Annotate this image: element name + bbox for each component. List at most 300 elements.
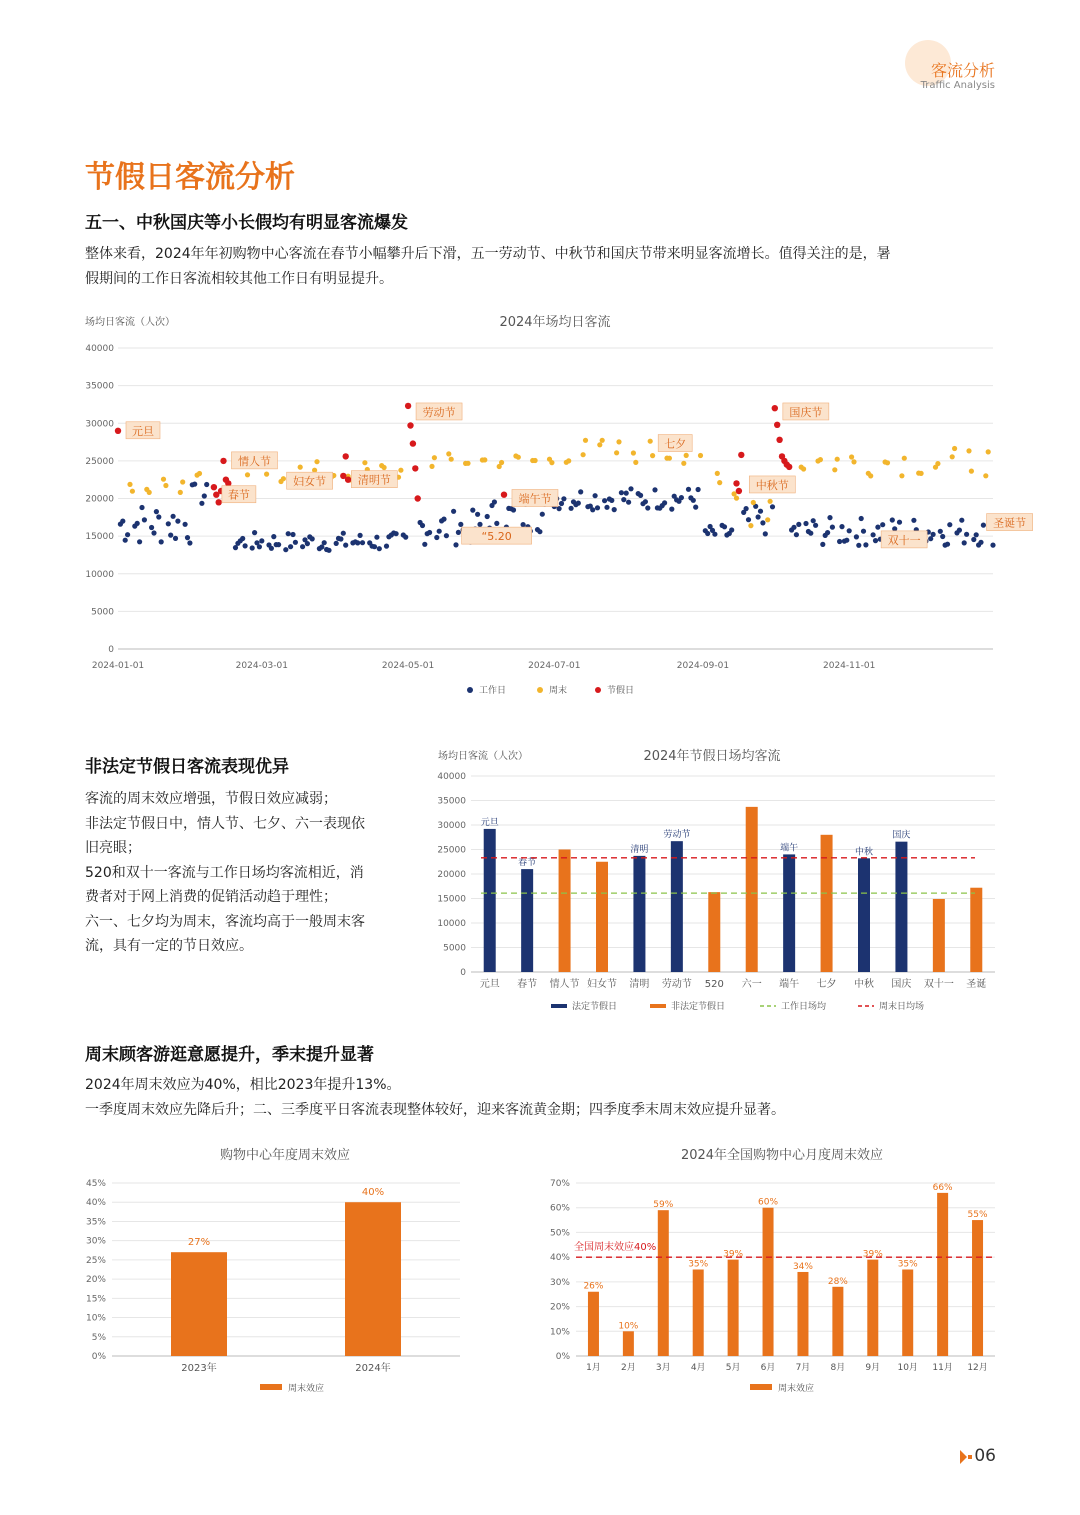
section3-line: 一季度周末效应先降后升；二、三季度平日客流表现整体较好，迎来客流黄金期；四季度季末周末效应提升显著。 <box>85 1102 785 1118</box>
chart1-point <box>159 539 164 544</box>
chart4-bar-label: 60% <box>758 1197 779 1208</box>
chart1-point <box>770 504 775 509</box>
chart3-xtick-label: 2024年 <box>355 1363 391 1374</box>
chart2-bar <box>895 842 907 972</box>
chart1-point <box>947 522 952 527</box>
chart2-ytick-label: 25000 <box>437 845 466 856</box>
chart4-bar <box>902 1270 913 1357</box>
chart1-point <box>377 546 382 551</box>
chart1-xtick-label: 2024-05-01 <box>381 661 435 671</box>
chart1-point <box>338 536 343 541</box>
chart4-legend-label: 周末效应 <box>778 1384 815 1394</box>
chart1-point <box>638 493 643 498</box>
chart1-holiday-point <box>415 495 421 501</box>
chart1-point <box>120 519 125 524</box>
chart4-xtick-label: 11月 <box>932 1363 953 1373</box>
chart1-point <box>161 477 166 482</box>
chart1-point <box>537 529 542 534</box>
chart1-point <box>990 543 995 548</box>
chart1-point <box>729 527 734 532</box>
chart1-legend-marker <box>467 687 473 693</box>
chart1-point <box>429 464 434 469</box>
chart1-point <box>863 542 868 547</box>
chart1-point <box>243 543 248 548</box>
section1-line: 假期间的工作日客流相较其他工作日有明显提升。 <box>85 271 393 287</box>
chart1-point <box>485 514 490 519</box>
chart1-point <box>549 460 554 465</box>
chart1-point <box>305 541 310 546</box>
chart2-bar <box>858 858 870 972</box>
chart1-point <box>837 539 842 544</box>
chart1-point <box>470 508 475 513</box>
chart1-point <box>581 452 586 457</box>
section2-line: 520和双十一客流与工作日场均客流相近，消 <box>85 864 364 881</box>
chart2-bar <box>633 856 645 972</box>
chart1-point <box>137 539 142 544</box>
chart4-bar-label: 26% <box>583 1281 604 1292</box>
chart1-holiday-point <box>405 403 411 409</box>
chart1-holiday-point <box>774 422 780 428</box>
chart1-point <box>422 542 427 547</box>
chart1-point <box>569 506 574 511</box>
chart1-legend-marker <box>537 687 543 693</box>
chart1-point <box>885 460 890 465</box>
chart1-point <box>559 501 564 506</box>
chart1-point <box>597 442 602 447</box>
chart1-point <box>679 495 684 500</box>
chart3-legend-marker <box>260 1384 282 1390</box>
chart1-point <box>856 543 861 548</box>
chart2-legend-label: 法定节假日 <box>572 1002 618 1012</box>
header-section-title: 客流分析 <box>930 61 995 80</box>
chart4-bar-label: 10% <box>618 1321 639 1332</box>
chart1-point <box>355 540 360 545</box>
chart1-point <box>343 543 348 548</box>
chart1-legend-label: 节假日 <box>607 686 635 696</box>
chart2-ytick-label: 20000 <box>437 870 466 880</box>
chart1-point <box>197 471 202 476</box>
chart1-point <box>341 531 346 536</box>
chart4-bar-label: 55% <box>967 1210 988 1221</box>
chart1-point <box>171 514 176 519</box>
chart1-annotation: 劳动节 <box>422 405 456 419</box>
chart4-bar-label: 66% <box>932 1182 953 1193</box>
chart1-point <box>281 476 286 481</box>
chart1-annotation: 清明节 <box>357 473 391 487</box>
chart1-point <box>178 490 183 495</box>
chart4-ytick-label: 20% <box>549 1302 570 1313</box>
chart4-xtick-label: 1月 <box>586 1363 601 1373</box>
chart1-annotation: 双十一 <box>887 533 921 547</box>
chart1-point <box>590 507 595 512</box>
chart1-point <box>871 532 876 537</box>
chart1-point <box>310 536 315 541</box>
chart1-point <box>290 532 295 537</box>
chart2-ytick-label: 15000 <box>437 894 466 905</box>
chart1-point <box>245 472 250 477</box>
chart2-bar-label: 中秋 <box>854 847 874 858</box>
chart1-xtick-label: 2024-01-01 <box>91 661 145 671</box>
chart1-point <box>477 522 482 527</box>
chart1-point <box>628 486 633 491</box>
chart3-xtick-label: 2023年 <box>181 1363 217 1374</box>
chart1-point <box>298 465 303 470</box>
chart1-point <box>372 544 377 549</box>
chart3-ytick-label: 40% <box>85 1198 106 1209</box>
chart1-point <box>259 538 264 543</box>
chart1-point <box>252 530 257 535</box>
weekend-effect-charts <box>0 1135 1080 1405</box>
chart1-point <box>626 500 631 505</box>
chart1-holiday-point <box>738 452 744 458</box>
chart1-point <box>293 540 298 545</box>
chart1-holiday-point <box>776 437 782 443</box>
chart1-holiday-point <box>407 422 413 428</box>
chart1-point <box>765 517 770 522</box>
chart2-bar <box>821 835 833 972</box>
chart4-bar <box>623 1331 634 1356</box>
chart1-point <box>712 532 717 537</box>
chart4-bar <box>867 1260 878 1356</box>
chart4-ytick-label: 10% <box>549 1327 570 1338</box>
chart1-point <box>578 489 583 494</box>
chart4-bar <box>693 1270 704 1357</box>
chart1-point <box>691 498 696 503</box>
chart2-bar <box>596 862 608 972</box>
chart2-ytick-label: 30000 <box>437 821 466 831</box>
chart1-point <box>583 438 588 443</box>
chart2-xtick-label: 中秋 <box>854 979 874 990</box>
chart1-point <box>911 518 916 523</box>
chart1-xtick-label: 2024-11-01 <box>823 661 876 671</box>
chart1-annotation: 国庆节 <box>789 405 823 419</box>
chart1-point <box>125 532 130 537</box>
chart1-point <box>952 446 957 451</box>
chart1-point <box>631 450 636 455</box>
chart4-bar-label: 39% <box>723 1249 744 1260</box>
section2-line: 非法定节假日中，情人节、七夕、六一表现依 <box>85 815 365 832</box>
chart1-legend-label: 周末 <box>549 686 568 696</box>
chart1-point <box>288 544 293 549</box>
chart4-xtick-label: 7月 <box>795 1363 811 1373</box>
chart1-point <box>576 501 581 506</box>
chart1-point <box>957 528 962 533</box>
chart1-point <box>902 456 907 461</box>
chart1-point <box>931 532 936 537</box>
chart1-point <box>250 545 255 550</box>
chart1-point <box>880 522 885 527</box>
chart1-point <box>257 544 262 549</box>
chart1-annotation: 端午节 <box>518 492 552 506</box>
chart1-point <box>758 509 763 514</box>
chart1-point <box>832 467 837 472</box>
chart3-ytick-label: 35% <box>85 1217 106 1228</box>
chart4-xtick-label: 10月 <box>897 1363 918 1373</box>
chart1-holiday-point <box>343 453 349 459</box>
chart1-point <box>794 532 799 537</box>
chart1-holiday-point <box>220 458 226 464</box>
chart1-point <box>964 532 969 537</box>
chart4-xtick-label: 9月 <box>865 1363 881 1373</box>
chart2-ylabel: 场均日客流（人次） <box>438 751 528 762</box>
chart1-point <box>621 497 626 502</box>
chart1-ytick-label: 40000 <box>85 344 114 354</box>
chart1-point <box>861 529 866 534</box>
chart1-holiday-point <box>412 465 418 471</box>
chart1-point <box>722 524 727 529</box>
chart1-point <box>945 542 950 547</box>
chart2-xtick-label: 七夕 <box>816 979 837 990</box>
chart1-point <box>839 524 844 529</box>
chart4-ytick-label: 70% <box>549 1179 570 1189</box>
chart1-point <box>899 473 904 478</box>
chart1-point <box>612 507 617 512</box>
chart1-point <box>648 439 653 444</box>
chart1-ytick-label: 20000 <box>85 494 114 505</box>
chart1-point <box>868 473 873 478</box>
chart1-point <box>875 525 880 530</box>
chart1-point <box>650 453 655 458</box>
chart2-ytick-label: 35000 <box>437 796 466 807</box>
chart2-bar-label: 元旦 <box>480 817 499 828</box>
chart2-bar <box>746 807 758 972</box>
chart1-ytick-label: 15000 <box>85 532 114 543</box>
chart1-point <box>566 458 571 463</box>
chart4-bar <box>797 1272 808 1356</box>
chart1-point <box>966 448 971 453</box>
chart1-point <box>441 517 446 522</box>
chart1-point <box>420 523 425 528</box>
chart1-point <box>978 540 983 545</box>
chart1-annotation: 圣诞节 <box>993 516 1027 530</box>
section2-line: 费者对于网上消费的促销活动趋于理性； <box>85 889 337 905</box>
chart3-legend-label: 周末效应 <box>288 1384 325 1394</box>
chart1-xtick-label: 2024-09-01 <box>676 661 730 671</box>
chart1-xtick-label: 2024-03-01 <box>235 661 288 671</box>
chart1-holiday-point <box>211 484 217 490</box>
chart1-point <box>276 542 281 547</box>
chart4-reference-label: 全国周末效应40% <box>574 1242 657 1254</box>
chart4-xtick-label: 2月 <box>621 1363 636 1373</box>
chart1-point <box>693 505 698 510</box>
chart1-point <box>465 461 470 466</box>
chart1-point <box>482 457 487 462</box>
chart1-point <box>593 493 598 498</box>
chart2-xtick-label: 清明 <box>629 979 650 990</box>
chart2-xtick-label: 端午 <box>779 979 800 990</box>
chart1-point <box>981 523 986 528</box>
chart1-annotation: “5.20 <box>481 530 512 544</box>
chart1-point <box>950 454 955 459</box>
chart1-point <box>427 530 432 535</box>
chart1-ytick-label: 25000 <box>85 456 114 467</box>
chart1-xtick-label: 2024-07-01 <box>528 661 581 671</box>
chart1-point <box>890 517 895 522</box>
chart1-point <box>204 482 209 487</box>
chart3-ytick-label: 25% <box>85 1255 106 1266</box>
chart1-holiday-point <box>733 480 739 486</box>
chart1-point <box>139 505 144 510</box>
chart1-point <box>763 531 768 536</box>
chart1-point <box>403 535 408 540</box>
chart4-legend-marker <box>750 1384 772 1390</box>
chart1-point <box>394 531 399 536</box>
chart1-holiday-point <box>410 440 416 446</box>
chart2-xtick-label: 妇女节 <box>587 979 617 990</box>
chart1-point <box>453 542 458 547</box>
chart1-point <box>123 538 128 543</box>
chart1-point <box>669 507 674 512</box>
chart1-point <box>326 548 331 553</box>
chart4-bar <box>972 1220 983 1356</box>
section3-line: 2024年周末效应为40%，相比2023年提升13%。 <box>85 1077 401 1093</box>
chart2-title: 2024年节假日场均客流 <box>643 749 781 764</box>
chart3-ytick-label: 45% <box>85 1179 106 1189</box>
chart4-bar-label: 28% <box>827 1276 848 1287</box>
chart1-point <box>175 519 180 524</box>
chart1-point <box>847 528 852 533</box>
chart1-point <box>451 509 456 514</box>
chart1-point <box>624 491 629 496</box>
chart4-bar-label: 34% <box>792 1261 813 1272</box>
chart1-holiday-point <box>115 428 121 434</box>
chart2-bar-label: 清明 <box>630 844 649 855</box>
chart1-ytick-label: 30000 <box>85 419 114 430</box>
chart1-point <box>962 540 967 545</box>
chart1-point <box>384 544 389 549</box>
section2-line: 流，具有一定的节日效应。 <box>85 938 253 954</box>
chart1-point <box>940 534 945 539</box>
header-section-subtitle: Traffic Analysis <box>920 80 995 91</box>
page-number: 06 <box>974 1446 996 1466</box>
chart4-xtick-label: 12月 <box>967 1363 988 1373</box>
chart1-point <box>756 514 761 519</box>
chart4-bar-label: 59% <box>653 1200 674 1211</box>
chart2-xtick-label: 情人节 <box>549 979 580 990</box>
section2-line: 六一、七夕均为周末，客流均高于一般周末客 <box>85 913 365 930</box>
chart1-point <box>475 512 480 517</box>
chart1-point <box>149 525 154 530</box>
chart1-point <box>600 438 605 443</box>
chart1-annotation: 中秋节 <box>755 478 789 492</box>
chart2-bar <box>559 850 571 973</box>
chart1-point <box>135 521 140 526</box>
chart2-bar <box>708 892 720 972</box>
chart2-bar-label: 劳动节 <box>663 830 691 841</box>
chart1-point <box>938 529 943 534</box>
chart1-annotation: 春节 <box>227 488 250 502</box>
chart1-point <box>705 531 710 536</box>
chart2-xtick-label: 春节 <box>517 979 538 990</box>
chart1-point <box>561 496 566 501</box>
chart1-point <box>163 483 168 488</box>
chart1-point <box>715 471 720 476</box>
chart1-point <box>645 505 650 510</box>
chart1-point <box>652 487 657 492</box>
chart1-point <box>374 535 379 540</box>
chart2-bar-label: 国庆 <box>892 830 911 841</box>
chart1-point <box>854 534 859 539</box>
chart1-point <box>127 482 132 487</box>
page-title: 节假日客流分析 <box>85 160 295 195</box>
chart2-bar <box>484 829 496 972</box>
chart4-bar-label: 35% <box>897 1259 918 1270</box>
chart1-point <box>494 521 499 526</box>
chart1-point <box>595 505 600 510</box>
chart1-point <box>986 449 991 454</box>
chart4-ytick-label: 30% <box>549 1277 570 1288</box>
chart1-point <box>156 514 161 519</box>
section1-line: 整体来看，2024年年初购物中心客流在春节小幅攀升后下滑，五一劳动节、中秋节和国庆节带来明显客流增长。值得关注的是，暑 <box>85 246 891 262</box>
chart2-xtick-label: 国庆 <box>891 979 912 990</box>
chart1-point <box>458 522 463 527</box>
chart1-point <box>456 530 461 535</box>
chart2-ytick-label: 5000 <box>443 943 466 954</box>
chart1-point <box>935 461 940 466</box>
chart1-point <box>844 538 849 543</box>
chart1-point <box>820 542 825 547</box>
chart1-point <box>269 546 274 551</box>
chart3-title: 购物中心年度周末效应 <box>219 1148 351 1163</box>
chart1-point <box>271 534 276 539</box>
chart1-point <box>681 461 686 466</box>
chart4-xtick-label: 5月 <box>725 1363 741 1373</box>
chart1-point <box>835 457 840 462</box>
chart4-xtick-label: 6月 <box>760 1363 776 1373</box>
chart1-point <box>717 480 722 485</box>
chart1-point <box>748 523 753 528</box>
chart1-annotation: 元旦 <box>132 424 154 438</box>
section1-paragraph <box>85 242 1005 292</box>
chart1-point <box>180 479 185 484</box>
chart1-point <box>360 540 365 545</box>
chart1-point <box>166 521 171 526</box>
chart4-bar <box>588 1292 599 1356</box>
chart1-ytick-label: 35000 <box>85 381 114 392</box>
chart1-point <box>796 522 801 527</box>
chart2-xtick-label: 圣诞 <box>966 979 987 990</box>
chart1-point <box>322 540 327 545</box>
chart1-ytick-label: 10000 <box>85 569 114 580</box>
chart4-xtick-label: 4月 <box>690 1363 706 1373</box>
chart1-point <box>142 517 147 522</box>
chart1-point <box>803 521 808 526</box>
chart1-point <box>619 490 624 495</box>
chart1-point <box>187 540 192 545</box>
chart1-title: 2024年场均日客流 <box>499 315 611 330</box>
chart1-point <box>643 499 648 504</box>
chart1-point <box>147 490 152 495</box>
chart1-point <box>434 535 439 540</box>
chart3-ytick-label: 30% <box>85 1236 106 1247</box>
chart1-point <box>808 531 813 536</box>
chart1-holiday-point <box>736 488 742 494</box>
chart1-point <box>192 482 197 487</box>
chart4-ytick-label: 40% <box>549 1253 570 1264</box>
chart1-point <box>358 533 363 538</box>
chart1-point <box>446 451 451 456</box>
section2-heading: 非法定节假日客流表现优异 <box>85 757 289 777</box>
chart1-point <box>791 525 796 530</box>
chart1-point <box>286 531 291 536</box>
chart1-point <box>734 496 739 501</box>
chart1-point <box>609 498 614 503</box>
chart1-point <box>449 457 454 462</box>
chart1-point <box>264 472 269 477</box>
chart1-point <box>974 532 979 537</box>
chart1-annotation: 情人节 <box>237 454 271 468</box>
holiday-traffic-chart <box>0 740 1080 1025</box>
